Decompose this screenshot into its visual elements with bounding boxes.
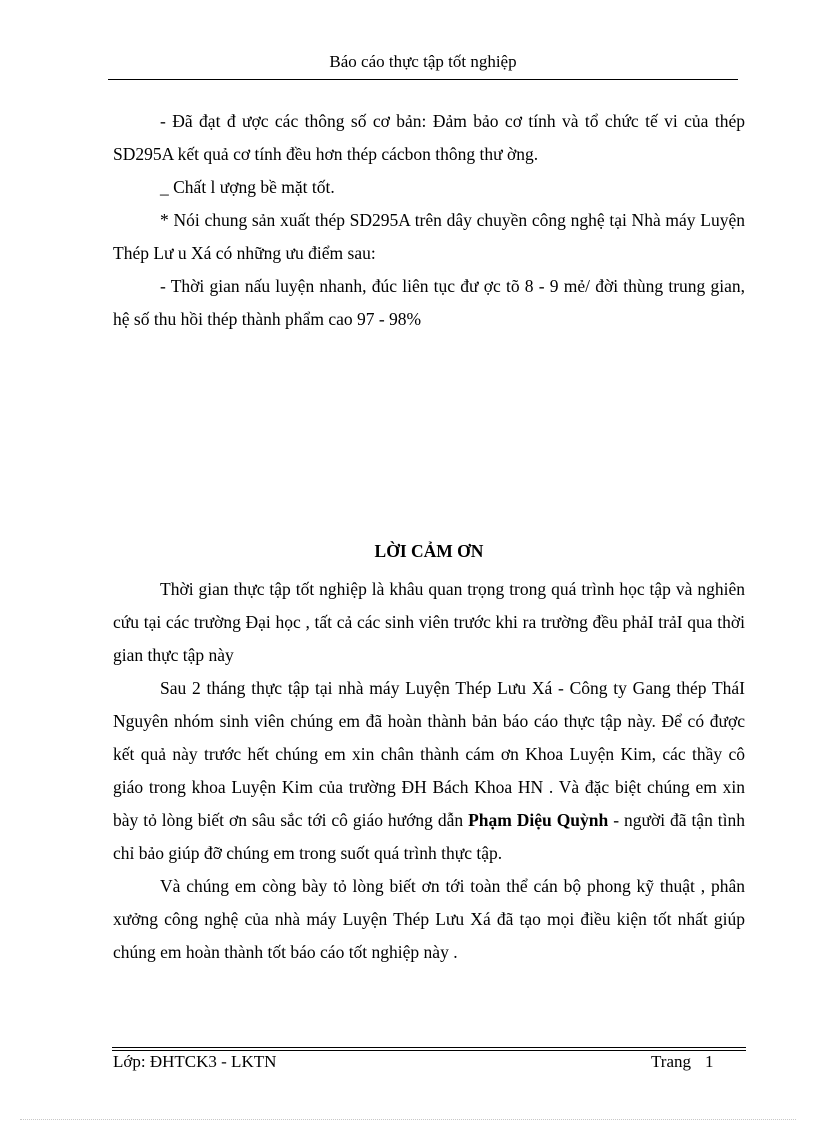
page-number: 1 [705, 1052, 714, 1071]
summary-section [113, 105, 745, 336]
page-edge-divider [20, 1119, 796, 1120]
page-label: Trang [651, 1052, 691, 1071]
acknowledgement-section [113, 573, 745, 969]
paragraph-text: Sau 2 tháng thực tập tại nhà máy Luyện Thép Lưu Xá - Công ty Gang thép TháI Nguyên nhóm sinh viên chúng em đã hoàn thành bản báo cáo thực tập này. Để có được kết quả này trước hết chúng em xin chân thành cám ơn Khoa Luyện Kim, các thầy cô giáo trong khoa Luyện Kim của trường ĐH Bách Khoa HN . Và đặc biệt chúng em xin bày tỏ lòng biết ơn sâu sắc tới cô giáo hướng dẫn [113, 678, 745, 830]
paragraph: * Nói chung sản xuất thép SD295A trên dây chuyền công nghệ tại Nhà máy Luyện Thép Lư u Xá có những ưu điểm sau: [113, 210, 745, 263]
paragraph [113, 672, 745, 870]
paragraph: Thời gian thực tập tốt nghiệp là khâu quan trọng trong quá trình học tập và nghiên cứu tại các trường Đại học , tất cả các sinh viên trước khi ra trường đều phảI trảI qua thời gian thực tập này [113, 579, 745, 665]
paragraph: - Thời gian nấu luyện nhanh, đúc liên tục đư ợc tõ 8 - 9 mẻ/ đời thùng trung gian, hệ số thu hồi thép thành phẩm cao 97 - 98% [113, 276, 745, 329]
footer-divider [112, 1047, 746, 1048]
paragraph-text: - người đã tận tình chỉ bảo giúp đỡ chúng em trong suốt quá trình thực tập. [113, 810, 745, 863]
footer-divider-secondary [112, 1050, 746, 1051]
footer-page-indicator [651, 1052, 714, 1072]
header-divider [108, 79, 738, 80]
page-header-title: Báo cáo thực tập tốt nghiệp [329, 52, 517, 71]
acknowledgement-heading: LỜI CẢM ƠN [374, 541, 484, 561]
paragraph: _ Chất l ượng bề mặt tốt. [160, 177, 335, 197]
advisor-name: Phạm Diệu Quỳnh [468, 810, 609, 830]
paragraph: Và chúng em còng bày tỏ lòng biết ơn tới toàn thể cán bộ phong kỹ thuật , phân xưởng công nghệ của nhà máy Luyện Thép Lưu Xá đã tạo mọi điều kiện tốt nhất giúp chúng em hoàn thành tốt báo cáo tốt nghiệp này . [113, 876, 745, 962]
paragraph: - Đã đạt đ ược các thông số cơ bản: Đảm bảo cơ tính và tổ chức tế vi của thép SD295A kết quả cơ tính đều hơn thép cácbon thông thư ờng. [113, 111, 745, 164]
footer-class-label: Lớp: ĐHTCK3 - LKTN [113, 1052, 277, 1071]
